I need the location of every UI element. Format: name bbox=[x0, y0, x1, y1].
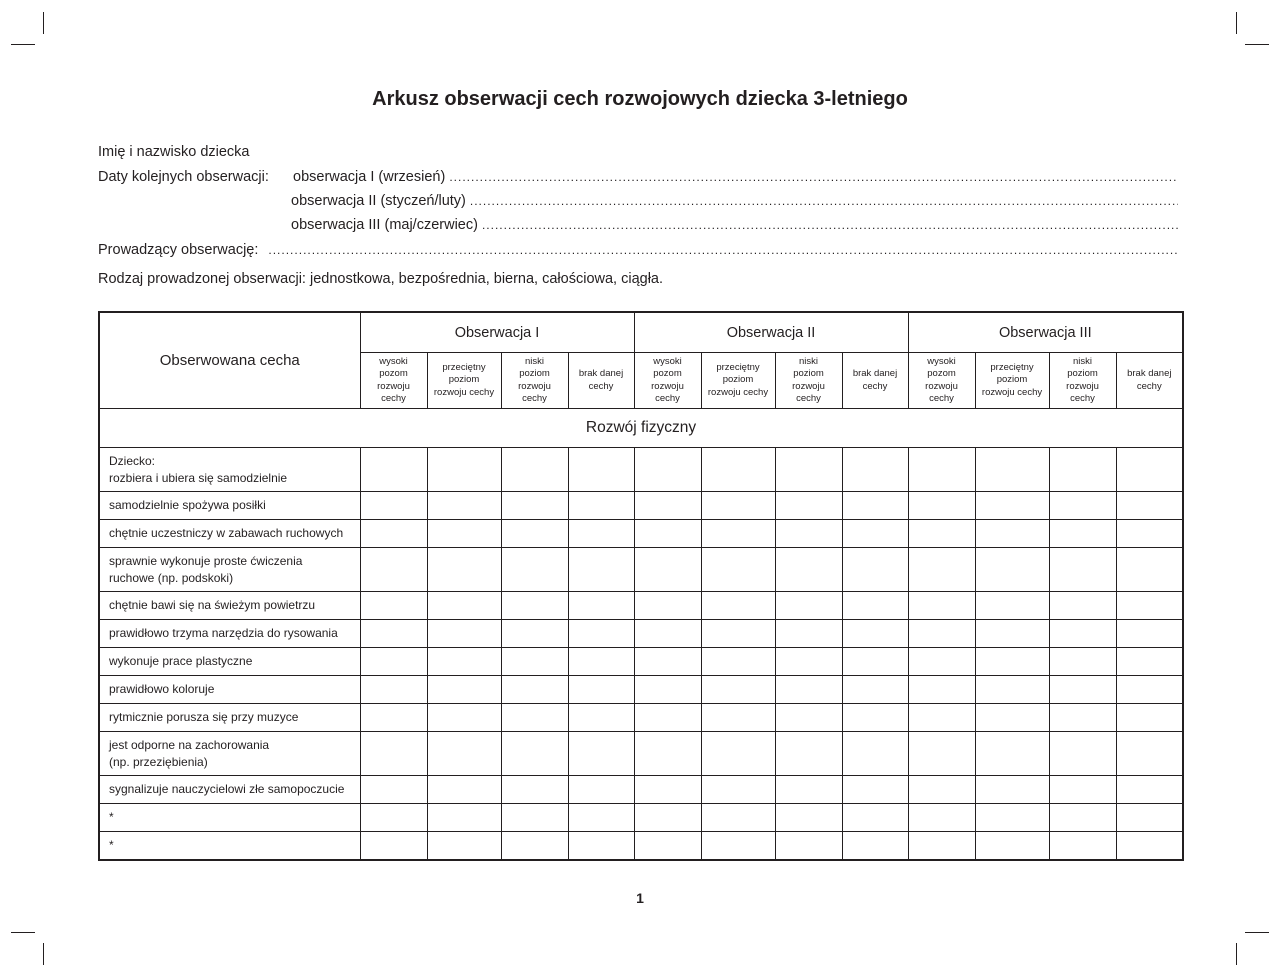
level-header-text: poziom bbox=[519, 368, 550, 379]
rating-cell[interactable] bbox=[1116, 832, 1183, 860]
child-name-label: Imię i nazwisko dziecka bbox=[98, 144, 250, 160]
rating-cell[interactable] bbox=[842, 804, 908, 832]
rating-cell[interactable] bbox=[568, 648, 634, 676]
rating-cell[interactable] bbox=[975, 732, 1049, 776]
rating-cell[interactable] bbox=[568, 448, 634, 492]
rating-cell[interactable] bbox=[1049, 592, 1116, 620]
rating-cell[interactable] bbox=[701, 492, 775, 520]
rating-cell[interactable] bbox=[360, 676, 427, 704]
level-header-text: poziom bbox=[1067, 368, 1098, 379]
rating-cell[interactable] bbox=[701, 648, 775, 676]
rating-cell[interactable] bbox=[1049, 620, 1116, 648]
level-average-header bbox=[701, 353, 775, 409]
rating-cell[interactable] bbox=[568, 676, 634, 704]
rating-cell[interactable] bbox=[1049, 704, 1116, 732]
rating-cell[interactable] bbox=[1049, 492, 1116, 520]
observation-2-date-label: obserwacja II (styczeń/luty) bbox=[291, 193, 466, 209]
rating-cell[interactable] bbox=[1116, 592, 1183, 620]
rating-cell[interactable] bbox=[908, 776, 975, 804]
level-header-text: cechy bbox=[929, 393, 954, 404]
rating-cell[interactable] bbox=[1116, 520, 1183, 548]
level-low-header bbox=[501, 353, 568, 409]
rating-cell[interactable] bbox=[634, 704, 701, 732]
rating-cell[interactable] bbox=[1116, 776, 1183, 804]
feature-label bbox=[99, 548, 360, 592]
rating-cell[interactable] bbox=[634, 776, 701, 804]
observation-1-date-line[interactable] bbox=[293, 169, 1178, 185]
rating-cell[interactable] bbox=[701, 520, 775, 548]
rating-cell[interactable] bbox=[427, 676, 501, 704]
rating-cell[interactable] bbox=[975, 548, 1049, 592]
rating-cell[interactable] bbox=[360, 804, 427, 832]
rating-cell[interactable] bbox=[775, 676, 842, 704]
observation-3-date-line[interactable] bbox=[291, 217, 1178, 233]
rating-cell[interactable] bbox=[701, 732, 775, 776]
rating-cell[interactable] bbox=[1049, 448, 1116, 492]
rating-cell[interactable] bbox=[501, 676, 568, 704]
feature-text: prawidłowo koloruje bbox=[109, 682, 215, 697]
rating-cell[interactable] bbox=[634, 520, 701, 548]
observation-2-header: Obserwacja II bbox=[634, 312, 908, 353]
rating-cell[interactable] bbox=[775, 832, 842, 860]
rating-cell[interactable] bbox=[634, 592, 701, 620]
rating-cell[interactable] bbox=[634, 832, 701, 860]
rating-cell[interactable] bbox=[775, 648, 842, 676]
rating-cell[interactable] bbox=[1116, 732, 1183, 776]
observation-table bbox=[98, 311, 1184, 861]
feature-label bbox=[99, 448, 360, 492]
rating-cell[interactable] bbox=[775, 592, 842, 620]
rating-cell[interactable] bbox=[501, 704, 568, 732]
rating-cell[interactable] bbox=[568, 776, 634, 804]
rating-cell[interactable] bbox=[568, 832, 634, 860]
rating-cell[interactable] bbox=[775, 492, 842, 520]
observation-1-header: Obserwacja I bbox=[360, 312, 634, 353]
level-missing-header bbox=[1116, 353, 1183, 409]
rating-cell[interactable] bbox=[501, 776, 568, 804]
table-row bbox=[99, 732, 1183, 776]
rating-cell[interactable] bbox=[908, 448, 975, 492]
rating-cell[interactable] bbox=[775, 732, 842, 776]
table-row bbox=[99, 704, 1183, 732]
rating-cell[interactable] bbox=[427, 520, 501, 548]
crop-mark bbox=[43, 943, 44, 965]
rating-cell[interactable] bbox=[908, 804, 975, 832]
rating-cell[interactable] bbox=[842, 520, 908, 548]
rating-cell[interactable] bbox=[634, 648, 701, 676]
crop-mark bbox=[1245, 932, 1269, 933]
feature-text: (np. przeziębienia) bbox=[109, 754, 208, 769]
rating-cell[interactable] bbox=[701, 548, 775, 592]
level-header-text: brak danej bbox=[852, 368, 898, 379]
crop-mark bbox=[1236, 12, 1237, 34]
level-header-text: rozwoju cechy bbox=[981, 386, 1043, 398]
rating-cell[interactable] bbox=[427, 776, 501, 804]
level-header-text: rozwoju bbox=[518, 380, 551, 392]
observation-3-header: Obserwacja III bbox=[908, 312, 1183, 353]
feature-text: prawidłowo trzyma narzędzia do rysowania bbox=[109, 626, 338, 641]
page-number: 1 bbox=[636, 890, 644, 906]
level-header-text: przeciętny bbox=[716, 361, 760, 373]
level-header-text: wysoki bbox=[927, 355, 956, 367]
feature-label bbox=[99, 832, 360, 860]
rating-cell[interactable] bbox=[427, 592, 501, 620]
rating-cell[interactable] bbox=[701, 704, 775, 732]
rating-cell[interactable] bbox=[360, 832, 427, 860]
feature-text: sygnalizuje nauczycielowi złe samopoczucie bbox=[109, 782, 345, 797]
rating-cell[interactable] bbox=[427, 832, 501, 860]
rating-cell[interactable] bbox=[701, 676, 775, 704]
level-header-text: przeciętny bbox=[442, 361, 486, 373]
rating-cell[interactable] bbox=[568, 620, 634, 648]
rating-cell[interactable] bbox=[842, 448, 908, 492]
level-low-header bbox=[1049, 353, 1116, 409]
observation-2-date-line[interactable] bbox=[291, 193, 1178, 209]
rating-cell[interactable] bbox=[908, 832, 975, 860]
feature-text: * bbox=[109, 838, 114, 852]
rating-cell[interactable] bbox=[908, 676, 975, 704]
rating-cell[interactable] bbox=[842, 648, 908, 676]
rating-cell[interactable] bbox=[501, 732, 568, 776]
rating-cell[interactable] bbox=[634, 804, 701, 832]
feature-text: chętnie uczestniczy w zabawach ruchowych bbox=[109, 526, 344, 541]
rating-cell[interactable] bbox=[634, 548, 701, 592]
level-header-text: wysoki bbox=[379, 355, 408, 367]
feature-text: samodzielnie spożywa posiłki bbox=[109, 498, 266, 513]
dotted-fill-line bbox=[482, 218, 1178, 232]
level-header-text: cechy bbox=[655, 393, 680, 404]
level-high-header bbox=[634, 353, 701, 409]
feature-label bbox=[99, 648, 360, 676]
level-header-text: niski bbox=[1073, 355, 1093, 367]
feature-label bbox=[99, 676, 360, 704]
rating-cell[interactable] bbox=[775, 804, 842, 832]
rating-cell[interactable] bbox=[634, 676, 701, 704]
rating-cell[interactable] bbox=[568, 492, 634, 520]
level-header-text: poziom bbox=[722, 374, 754, 386]
rating-cell[interactable] bbox=[842, 832, 908, 860]
rating-cell[interactable] bbox=[501, 592, 568, 620]
rating-cell[interactable] bbox=[975, 776, 1049, 804]
rating-cell[interactable] bbox=[360, 776, 427, 804]
feature-label bbox=[99, 592, 360, 620]
feature-column-header: Obserwowana cecha bbox=[99, 312, 360, 409]
rating-cell[interactable] bbox=[501, 648, 568, 676]
dotted-fill-line bbox=[470, 194, 1178, 208]
feature-label bbox=[99, 776, 360, 804]
rating-cell[interactable] bbox=[842, 676, 908, 704]
level-header-text: rozwoju cechy bbox=[707, 386, 769, 398]
table-row bbox=[99, 520, 1183, 548]
rating-cell[interactable] bbox=[360, 492, 427, 520]
level-header-text: brak danej bbox=[1127, 368, 1172, 379]
observation-3-date-label: obserwacja III (maj/czerwiec) bbox=[291, 217, 478, 233]
level-header-text: pozom bbox=[379, 368, 408, 379]
level-header-text: cechy bbox=[862, 380, 888, 392]
table-row bbox=[99, 620, 1183, 648]
rating-cell[interactable] bbox=[975, 832, 1049, 860]
feature-label bbox=[99, 732, 360, 776]
rating-cell[interactable] bbox=[908, 548, 975, 592]
rating-cell[interactable] bbox=[501, 448, 568, 492]
rating-cell[interactable] bbox=[634, 448, 701, 492]
rating-cell[interactable] bbox=[427, 804, 501, 832]
crop-mark bbox=[43, 12, 44, 34]
level-header-text: rozwoju bbox=[1066, 380, 1099, 392]
rating-cell[interactable] bbox=[634, 620, 701, 648]
table-row bbox=[99, 676, 1183, 704]
rating-cell[interactable] bbox=[501, 620, 568, 648]
rating-cell[interactable] bbox=[908, 648, 975, 676]
feature-label bbox=[99, 520, 360, 548]
feature-text: Dziecko: bbox=[109, 454, 156, 468]
rating-cell[interactable] bbox=[360, 648, 427, 676]
page-title: Arkusz obserwacji cech rozwojowych dziecka 3-letniego bbox=[372, 88, 908, 110]
level-low-header bbox=[775, 353, 842, 409]
rating-cell[interactable] bbox=[501, 832, 568, 860]
rating-cell[interactable] bbox=[1116, 648, 1183, 676]
feature-text: wykonuje prace plastyczne bbox=[109, 654, 253, 669]
rating-cell[interactable] bbox=[775, 776, 842, 804]
rating-cell[interactable] bbox=[908, 620, 975, 648]
table-row bbox=[99, 804, 1183, 832]
rating-cell[interactable] bbox=[360, 520, 427, 548]
crop-mark bbox=[1236, 943, 1237, 965]
rating-cell[interactable] bbox=[701, 592, 775, 620]
dotted-fill-line bbox=[449, 170, 1178, 184]
level-header-text: cechy bbox=[588, 380, 614, 392]
rating-cell[interactable] bbox=[1116, 448, 1183, 492]
feature-text: ruchowe (np. podskoki) bbox=[109, 570, 234, 585]
level-header-text: pozom bbox=[653, 368, 682, 379]
rating-cell[interactable] bbox=[1049, 832, 1116, 860]
rating-cell[interactable] bbox=[701, 620, 775, 648]
level-header-text: rozwoju bbox=[792, 380, 825, 392]
rating-cell[interactable] bbox=[1049, 520, 1116, 548]
rating-cell[interactable] bbox=[775, 548, 842, 592]
feature-text: * bbox=[109, 810, 114, 825]
rating-cell[interactable] bbox=[427, 548, 501, 592]
level-header-text: cechy bbox=[1070, 393, 1095, 404]
rating-cell[interactable] bbox=[427, 648, 501, 676]
level-high-header bbox=[908, 353, 975, 409]
feature-label bbox=[99, 704, 360, 732]
level-missing-header bbox=[842, 353, 908, 409]
rating-cell[interactable] bbox=[975, 704, 1049, 732]
level-header-text: przeciętny bbox=[990, 361, 1034, 373]
rating-cell[interactable] bbox=[501, 804, 568, 832]
rating-cell[interactable] bbox=[975, 448, 1049, 492]
rating-cell[interactable] bbox=[842, 548, 908, 592]
level-header-text: wysoki bbox=[653, 355, 682, 367]
rating-cell[interactable] bbox=[908, 492, 975, 520]
feature-label bbox=[99, 492, 360, 520]
observer-line[interactable] bbox=[98, 242, 1178, 258]
rating-cell[interactable] bbox=[1049, 804, 1116, 832]
rating-cell[interactable] bbox=[908, 592, 975, 620]
table-row bbox=[99, 592, 1183, 620]
rating-cell[interactable] bbox=[360, 548, 427, 592]
rating-cell[interactable] bbox=[1049, 648, 1116, 676]
table-row bbox=[99, 776, 1183, 804]
feature-label bbox=[99, 804, 360, 832]
rating-cell[interactable] bbox=[1116, 804, 1183, 832]
dotted-fill-line bbox=[268, 243, 1178, 257]
rating-cell[interactable] bbox=[908, 704, 975, 732]
rating-cell[interactable] bbox=[427, 620, 501, 648]
rating-cell[interactable] bbox=[1049, 676, 1116, 704]
rating-cell[interactable] bbox=[568, 592, 634, 620]
level-header-text: pozom bbox=[927, 368, 956, 379]
rating-cell[interactable] bbox=[360, 732, 427, 776]
rating-cell[interactable] bbox=[1116, 620, 1183, 648]
level-header-text: poziom bbox=[448, 374, 480, 386]
rating-cell[interactable] bbox=[908, 520, 975, 548]
level-header-text: niski bbox=[524, 355, 544, 367]
section-header: Rozwój fizyczny bbox=[99, 409, 1183, 448]
rating-cell[interactable] bbox=[842, 732, 908, 776]
rating-cell[interactable] bbox=[975, 592, 1049, 620]
rating-cell[interactable] bbox=[1116, 676, 1183, 704]
rating-cell[interactable] bbox=[975, 648, 1049, 676]
level-header-text: poziom bbox=[996, 374, 1028, 386]
rating-cell[interactable] bbox=[427, 732, 501, 776]
rating-cell[interactable] bbox=[568, 704, 634, 732]
rating-cell[interactable] bbox=[701, 448, 775, 492]
rating-cell[interactable] bbox=[568, 548, 634, 592]
level-header-text: rozwoju cechy bbox=[433, 386, 495, 398]
rating-cell[interactable] bbox=[427, 448, 501, 492]
crop-mark bbox=[1245, 44, 1269, 45]
rating-cell[interactable] bbox=[1116, 704, 1183, 732]
rating-cell[interactable] bbox=[501, 520, 568, 548]
level-average-header bbox=[975, 353, 1049, 409]
rating-cell[interactable] bbox=[1049, 732, 1116, 776]
rating-cell[interactable] bbox=[775, 704, 842, 732]
level-header-text: cechy bbox=[796, 393, 821, 404]
level-average-header bbox=[427, 353, 501, 409]
rating-cell[interactable] bbox=[1049, 776, 1116, 804]
level-header-text: poziom bbox=[793, 368, 824, 379]
rating-cell[interactable] bbox=[701, 804, 775, 832]
table-row bbox=[99, 648, 1183, 676]
rating-cell[interactable] bbox=[568, 520, 634, 548]
rating-cell[interactable] bbox=[975, 492, 1049, 520]
level-missing-header bbox=[568, 353, 634, 409]
rating-cell[interactable] bbox=[975, 804, 1049, 832]
rating-cell[interactable] bbox=[360, 448, 427, 492]
level-header-text: rozwoju bbox=[925, 380, 958, 392]
rating-cell[interactable] bbox=[975, 620, 1049, 648]
rating-cell[interactable] bbox=[427, 704, 501, 732]
rating-cell[interactable] bbox=[975, 676, 1049, 704]
feature-text: jest odporne na zachorowania bbox=[109, 738, 270, 752]
rating-cell[interactable] bbox=[775, 620, 842, 648]
feature-text: rytmicznie porusza się przy muzyce bbox=[109, 710, 299, 725]
rating-cell[interactable] bbox=[360, 704, 427, 732]
rating-cell[interactable] bbox=[360, 592, 427, 620]
rating-cell[interactable] bbox=[634, 492, 701, 520]
level-header-text: cechy bbox=[381, 393, 406, 404]
rating-cell[interactable] bbox=[1116, 548, 1183, 592]
dates-label: Daty kolejnych obserwacji: bbox=[98, 169, 269, 185]
level-high-header bbox=[360, 353, 427, 409]
rating-cell[interactable] bbox=[775, 448, 842, 492]
rating-cell[interactable] bbox=[701, 776, 775, 804]
level-header-text: rozwoju bbox=[651, 380, 684, 392]
rating-cell[interactable] bbox=[427, 492, 501, 520]
observation-type: Rodzaj prowadzonej obserwacji: jednostkowa, bezpośrednia, bierna, całościowa, ciągła. bbox=[98, 271, 664, 287]
rating-cell[interactable] bbox=[975, 520, 1049, 548]
level-header-text: cechy bbox=[522, 393, 547, 404]
level-header-text: rozwoju bbox=[377, 380, 410, 392]
rating-cell[interactable] bbox=[1116, 492, 1183, 520]
feature-text: chętnie bawi się na świeżym powietrzu bbox=[109, 598, 316, 613]
rating-cell[interactable] bbox=[501, 492, 568, 520]
observer-label: Prowadzący obserwację: bbox=[98, 242, 259, 258]
feature-text: rozbiera i ubiera się samodzielnie bbox=[109, 470, 288, 485]
rating-cell[interactable] bbox=[1049, 548, 1116, 592]
rating-cell[interactable] bbox=[775, 520, 842, 548]
rating-cell[interactable] bbox=[908, 732, 975, 776]
rating-cell[interactable] bbox=[701, 832, 775, 860]
rating-cell[interactable] bbox=[842, 620, 908, 648]
feature-text: sprawnie wykonuje proste ćwiczenia bbox=[109, 554, 303, 568]
table-row bbox=[99, 832, 1183, 860]
level-header-text: cechy bbox=[1136, 380, 1162, 392]
level-header-text: brak danej bbox=[578, 368, 624, 379]
rating-cell[interactable] bbox=[842, 492, 908, 520]
rating-cell[interactable] bbox=[634, 732, 701, 776]
crop-mark bbox=[11, 932, 35, 933]
rating-cell[interactable] bbox=[842, 592, 908, 620]
feature-label bbox=[99, 620, 360, 648]
rating-cell[interactable] bbox=[842, 704, 908, 732]
level-header-text: niski bbox=[798, 355, 818, 367]
rating-cell[interactable] bbox=[568, 804, 634, 832]
table-row bbox=[99, 548, 1183, 592]
rating-cell[interactable] bbox=[360, 620, 427, 648]
table-row bbox=[99, 492, 1183, 520]
crop-mark bbox=[11, 44, 35, 45]
observation-1-date-label: obserwacja I (wrzesień) bbox=[293, 169, 446, 185]
rating-cell[interactable] bbox=[501, 548, 568, 592]
rating-cell[interactable] bbox=[842, 776, 908, 804]
rating-cell[interactable] bbox=[568, 732, 634, 776]
table-row bbox=[99, 448, 1183, 492]
